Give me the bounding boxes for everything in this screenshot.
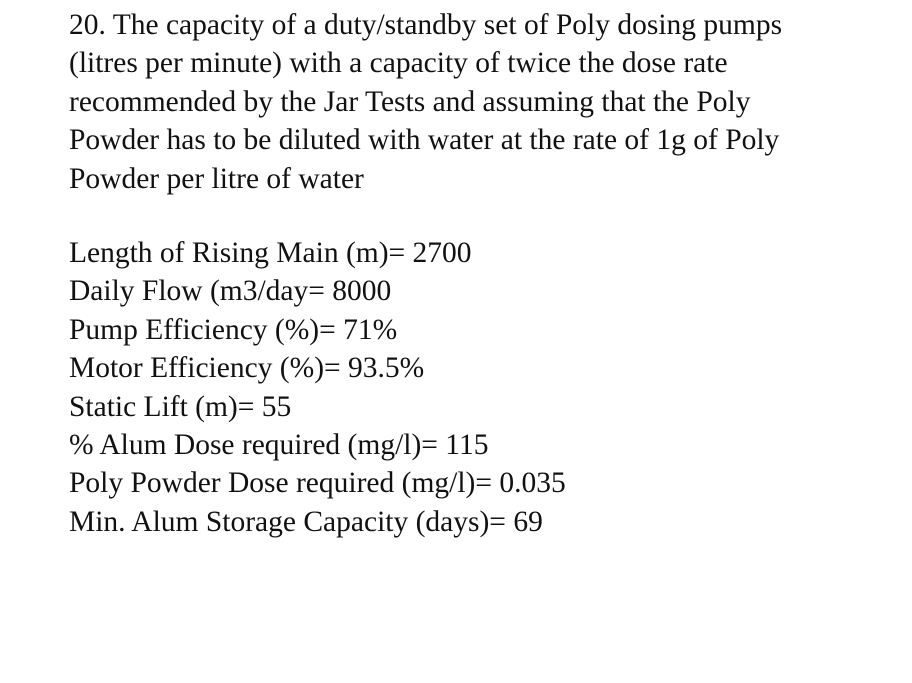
parameter-alum-storage-capacity: Min. Alum Storage Capacity (days)= 69 (69, 505, 543, 538)
parameter-static-lift: Static Lift (m)= 55 (69, 390, 292, 423)
parameter-daily-flow: Daily Flow (m3/day= 8000 (69, 275, 392, 308)
parameter-pump-efficiency: Pump Efficiency (%)= 71% (69, 313, 398, 346)
parameter-list (69, 234, 566, 541)
parameter-poly-powder-dose: Poly Powder Dose required (mg/l)= 0.035 (69, 467, 566, 500)
question-line: (litres per minute) with a capacity of twice the dose rate (69, 47, 728, 80)
parameter-motor-efficiency: Motor Efficiency (%)= 93.5% (69, 352, 425, 385)
parameter-rising-main-length: Length of Rising Main (m)= 2700 (69, 237, 472, 269)
question-line: Powder per litre of water (69, 162, 364, 195)
question-text (69, 6, 899, 198)
question-line: 20. The capacity of a duty/standby set of Poly dosing pumps (69, 9, 783, 41)
question-line: recommended by the Jar Tests and assuming that the Poly (69, 85, 751, 118)
parameter-alum-dose: % Alum Dose required (mg/l)= 115 (69, 429, 489, 462)
question-line: Powder has to be diluted with water at the rate of 1g of Poly (69, 124, 780, 157)
document-page (69, 6, 899, 538)
